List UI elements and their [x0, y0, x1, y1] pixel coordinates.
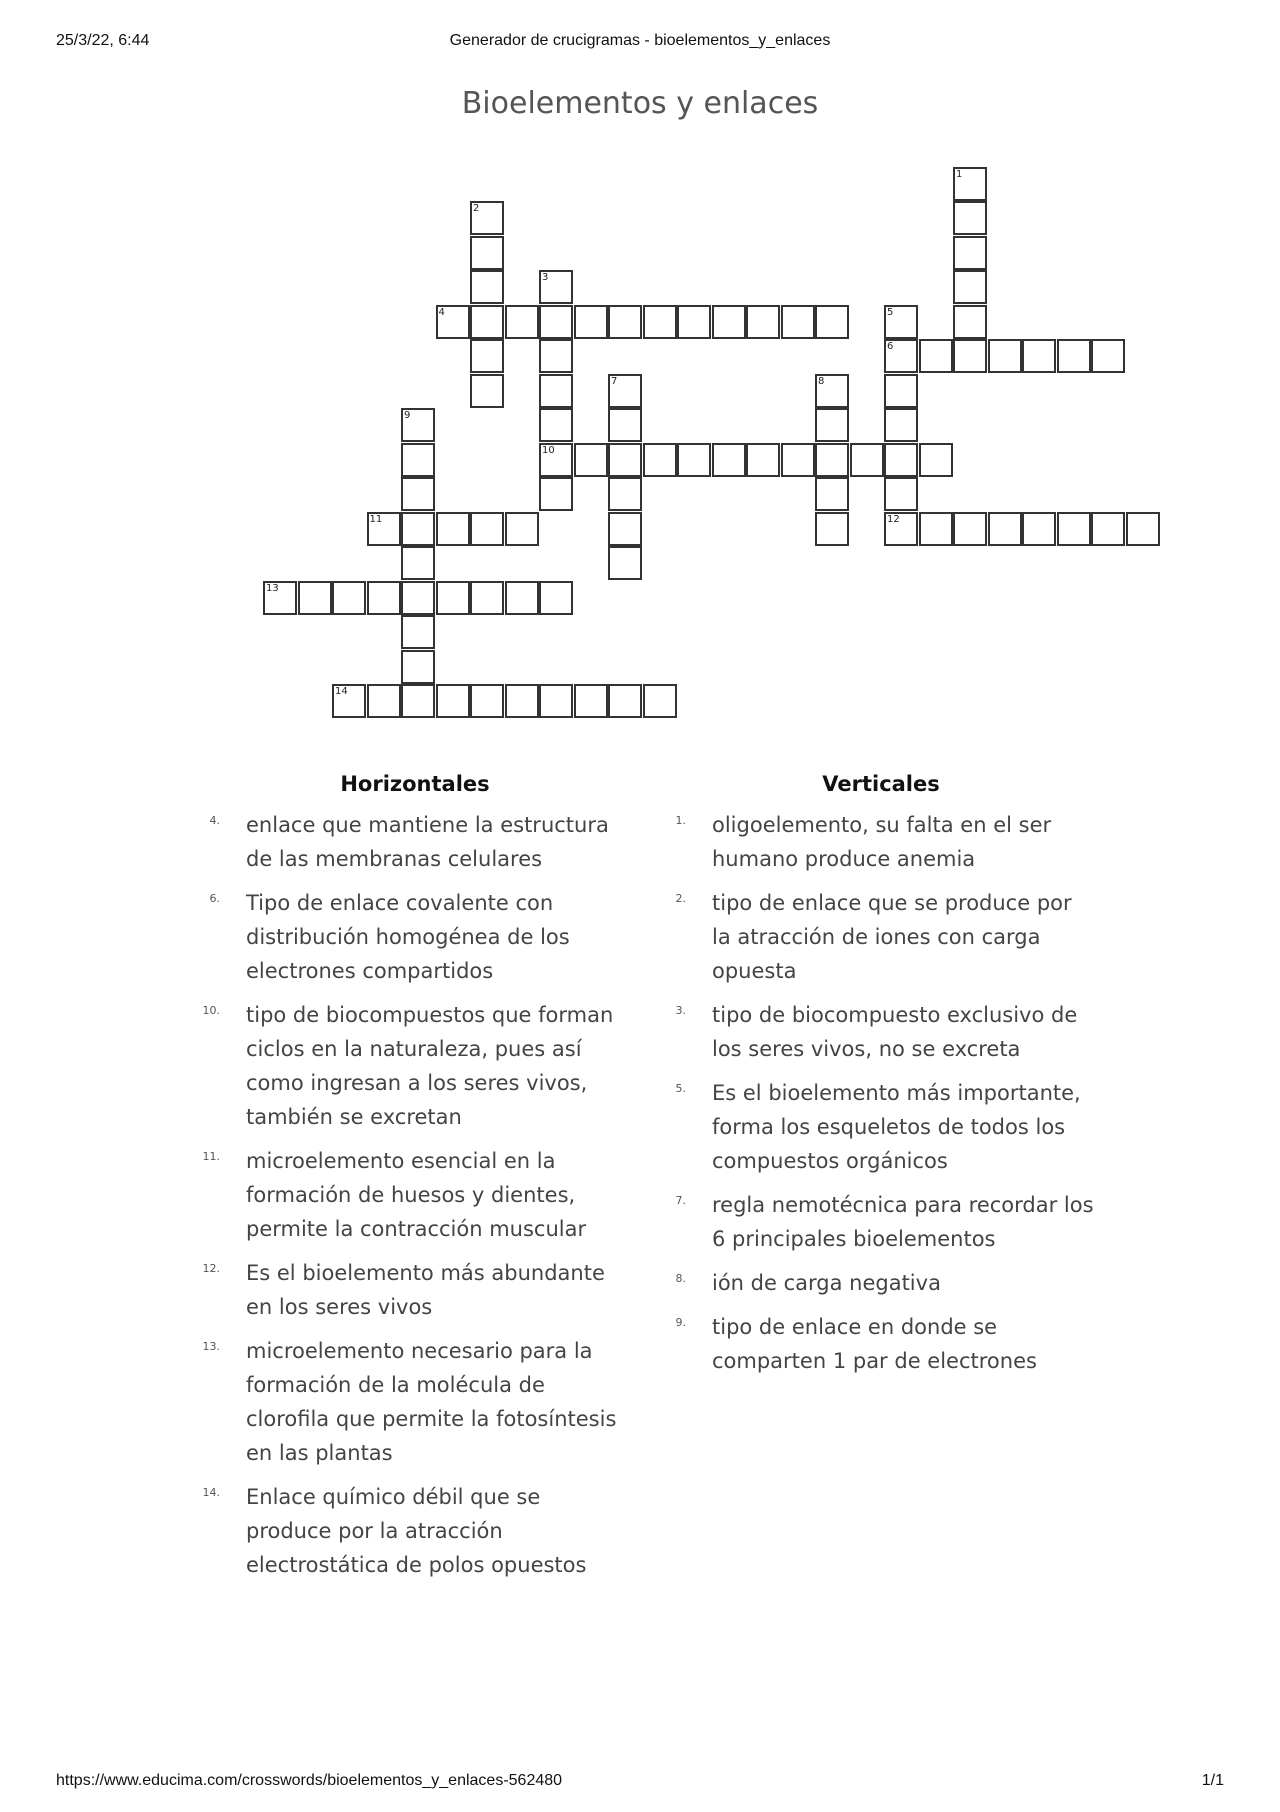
crossword-cell[interactable]	[643, 443, 677, 477]
crossword-cell[interactable]	[746, 443, 780, 477]
crossword-cell[interactable]	[677, 305, 711, 339]
crossword-cell[interactable]	[884, 477, 918, 511]
crossword-cell[interactable]	[1057, 512, 1091, 546]
crossword-cell[interactable]	[1057, 339, 1091, 373]
clue-item	[200, 1256, 630, 1324]
clue-number: 10.	[202, 1004, 220, 1017]
clue-item	[666, 1188, 1096, 1256]
clue-number: 3.	[675, 1004, 686, 1017]
vertical-heading: Verticales	[822, 772, 940, 796]
clue-text: tipo de biocompuestos que forman ciclos en la naturaleza, pues así como ingresan a los seres vivos, también se excretan	[246, 1003, 614, 1129]
crossword-cell[interactable]	[643, 305, 677, 339]
clue-item	[200, 808, 630, 876]
vertical-clues	[666, 772, 1096, 1388]
crossword-cell[interactable]	[850, 443, 884, 477]
cell-number-2: 2	[473, 203, 480, 214]
clue-text: ión de carga negativa	[712, 1271, 941, 1295]
crossword-cell[interactable]	[884, 443, 918, 477]
crossword-cell[interactable]	[1022, 512, 1056, 546]
clue-item	[200, 1144, 630, 1246]
cell-number-14: 14	[335, 686, 348, 697]
clue-number: 2.	[675, 892, 686, 905]
clue-text: microelemento esencial en la formación de huesos y dientes, permite la contracción muscular	[246, 1149, 587, 1241]
crossword-cell[interactable]	[608, 477, 642, 511]
crossword-cell[interactable]	[539, 374, 573, 408]
crossword-cell[interactable]	[953, 201, 987, 235]
clue-item	[666, 1310, 1096, 1378]
crossword-cell[interactable]	[574, 305, 608, 339]
cell-number-8: 8	[818, 375, 825, 387]
cell-number-12: 12	[887, 513, 900, 525]
crossword-cell[interactable]	[539, 339, 573, 373]
clue-item	[666, 808, 1096, 876]
crossword-cell[interactable]	[470, 684, 504, 718]
crossword-cell[interactable]	[746, 305, 780, 339]
clue-number: 1.	[675, 814, 686, 827]
crossword-cell[interactable]	[401, 443, 435, 477]
cell-number-7: 7	[611, 375, 618, 387]
crossword-cell[interactable]	[298, 581, 332, 615]
crossword-cell[interactable]	[539, 305, 573, 339]
crossword-cell[interactable]	[539, 581, 573, 615]
clue-item	[200, 886, 630, 988]
crossword-cell[interactable]	[953, 270, 987, 304]
crossword-cell[interactable]	[608, 684, 642, 718]
crossword-cell[interactable]	[470, 581, 504, 615]
crossword-cell[interactable]	[643, 684, 677, 718]
clue-number: 14.	[202, 1486, 220, 1499]
clue-number: 12.	[202, 1262, 220, 1275]
clue-number: 11.	[202, 1150, 220, 1163]
crossword-cell[interactable]	[505, 581, 539, 615]
crossword-cell[interactable]	[401, 477, 435, 511]
cell-number-3: 3	[542, 272, 549, 283]
clue-item	[666, 1076, 1096, 1178]
crossword-cell[interactable]	[470, 339, 504, 373]
cell-number-6: 6	[887, 341, 894, 352]
clue-text: tipo de enlace que se produce por la atracción de iones con carga opuesta	[712, 891, 1072, 983]
clue-text: microelemento necesario para la formación de la molécula de clorofila que permite la fotosíntesis en las plantas	[246, 1339, 617, 1465]
crossword-cell[interactable]	[608, 546, 642, 580]
clue-text: enlace que mantiene la estructura de las membranas celulares	[246, 813, 609, 871]
horizontal-clues	[200, 772, 630, 1592]
crossword-cell[interactable]	[401, 546, 435, 580]
crossword-cell[interactable]	[608, 408, 642, 442]
crossword-cell[interactable]	[815, 443, 849, 477]
cell-number-1: 1	[956, 168, 963, 180]
cell-number-5: 5	[887, 306, 894, 318]
crossword-cell[interactable]	[1091, 339, 1125, 373]
clue-number: 4.	[209, 814, 220, 827]
cell-number-10: 10	[542, 444, 555, 456]
crossword-cell[interactable]	[919, 443, 953, 477]
crossword-cell[interactable]	[401, 615, 435, 649]
clue-item	[200, 998, 630, 1134]
clue-number: 6.	[209, 892, 220, 905]
clue-item	[200, 1480, 630, 1582]
crossword-cell[interactable]	[815, 305, 849, 339]
crossword-cell[interactable]	[367, 684, 401, 718]
crossword-cell[interactable]	[815, 408, 849, 442]
clue-text: tipo de biocompuesto exclusivo de los seres vivos, no se excreta	[712, 1003, 1078, 1061]
crossword-cell[interactable]	[574, 684, 608, 718]
crossword-cell[interactable]	[608, 305, 642, 339]
crossword-cell[interactable]	[608, 512, 642, 546]
clue-number: 9.	[675, 1316, 686, 1329]
crossword-cell[interactable]	[401, 650, 435, 684]
crossword-cell[interactable]	[505, 512, 539, 546]
crossword-cell[interactable]	[436, 684, 470, 718]
crossword-cell[interactable]	[815, 512, 849, 546]
crossword-cell[interactable]	[367, 581, 401, 615]
crossword-cell[interactable]	[470, 512, 504, 546]
crossword-cell[interactable]	[505, 684, 539, 718]
clue-text: oligoelemento, su falta en el ser humano produce anemia	[712, 813, 1052, 871]
crossword-cell[interactable]	[781, 305, 815, 339]
clue-number: 13.	[202, 1340, 220, 1353]
horizontal-heading: Horizontales	[340, 772, 490, 796]
crossword-cell[interactable]	[712, 443, 746, 477]
crossword-cell[interactable]	[470, 270, 504, 304]
clue-number: 7.	[675, 1194, 686, 1207]
crossword-cell[interactable]	[539, 477, 573, 511]
clue-text: regla nemotécnica para recordar los 6 principales bioelementos	[712, 1193, 1094, 1251]
crossword-grid	[0, 0, 1280, 760]
cell-number-11: 11	[369, 513, 383, 525]
crossword-cell[interactable]	[953, 236, 987, 270]
crossword-cell[interactable]	[436, 512, 470, 546]
crossword-cell[interactable]	[539, 684, 573, 718]
crossword-cell[interactable]	[712, 305, 746, 339]
clue-item	[200, 1334, 630, 1470]
crossword-cell[interactable]	[1126, 512, 1160, 546]
print-datetime: 25/3/22, 6:44	[56, 32, 150, 49]
cell-number-9: 9	[404, 410, 411, 421]
crossword-cell[interactable]	[884, 408, 918, 442]
clue-item	[666, 998, 1096, 1066]
crossword-cell[interactable]	[401, 581, 435, 615]
crossword-cell[interactable]	[919, 339, 953, 373]
crossword-cell[interactable]	[919, 512, 953, 546]
crossword-cell[interactable]	[505, 305, 539, 339]
clue-number: 5.	[675, 1082, 686, 1095]
clue-text: Tipo de enlace covalente con distribución homogénea de los electrones compartidos	[246, 891, 570, 983]
crossword-cell[interactable]	[608, 443, 642, 477]
crossword-cell[interactable]	[781, 443, 815, 477]
crossword-cell[interactable]	[677, 443, 711, 477]
crossword-cell[interactable]	[988, 339, 1022, 373]
clue-text: Es el bioelemento más abundante en los seres vivos	[246, 1261, 605, 1319]
crossword-cell[interactable]	[574, 443, 608, 477]
clue-item	[666, 1266, 1096, 1300]
page-url[interactable]: https://www.educima.com/crosswords/bioelementos_y_enlaces-562480	[56, 1772, 563, 1789]
crossword-cell[interactable]	[539, 408, 573, 442]
crossword-cell[interactable]	[1091, 512, 1125, 546]
crossword-cell[interactable]	[436, 581, 470, 615]
cell-number-13: 13	[266, 582, 279, 594]
crossword-cell[interactable]	[953, 339, 987, 373]
crossword-cell[interactable]	[470, 374, 504, 408]
print-page-title: Generador de crucigramas - bioelementos_y_enlaces	[449, 32, 831, 49]
crossword-cell[interactable]	[884, 374, 918, 408]
clue-text: tipo de enlace en donde se comparten 1 par de electrones	[712, 1315, 1037, 1373]
page-number: 1/1	[1201, 1772, 1224, 1789]
clue-number: 8.	[675, 1272, 686, 1285]
crossword-cell[interactable]	[988, 512, 1022, 546]
crossword-cell[interactable]	[401, 512, 435, 546]
clue-text: Es el bioelemento más importante, forma los esqueletos de todos los compuestos orgánicos	[712, 1081, 1081, 1173]
crossword-cell[interactable]	[470, 305, 504, 339]
clue-item	[666, 886, 1096, 988]
crossword-cell[interactable]	[1022, 339, 1056, 373]
crossword-cell[interactable]	[815, 477, 849, 511]
crossword-cell[interactable]	[332, 581, 366, 615]
crossword-cell[interactable]	[470, 236, 504, 270]
crossword-cell[interactable]	[401, 684, 435, 718]
clue-text: Enlace químico débil que se produce por la atracción electrostática de polos opuestos	[246, 1485, 587, 1577]
crossword-cell[interactable]	[953, 512, 987, 546]
crossword-cell[interactable]	[953, 305, 987, 339]
cell-number-4: 4	[438, 306, 445, 318]
crossword-title: Bioelementos y enlaces	[461, 86, 819, 121]
